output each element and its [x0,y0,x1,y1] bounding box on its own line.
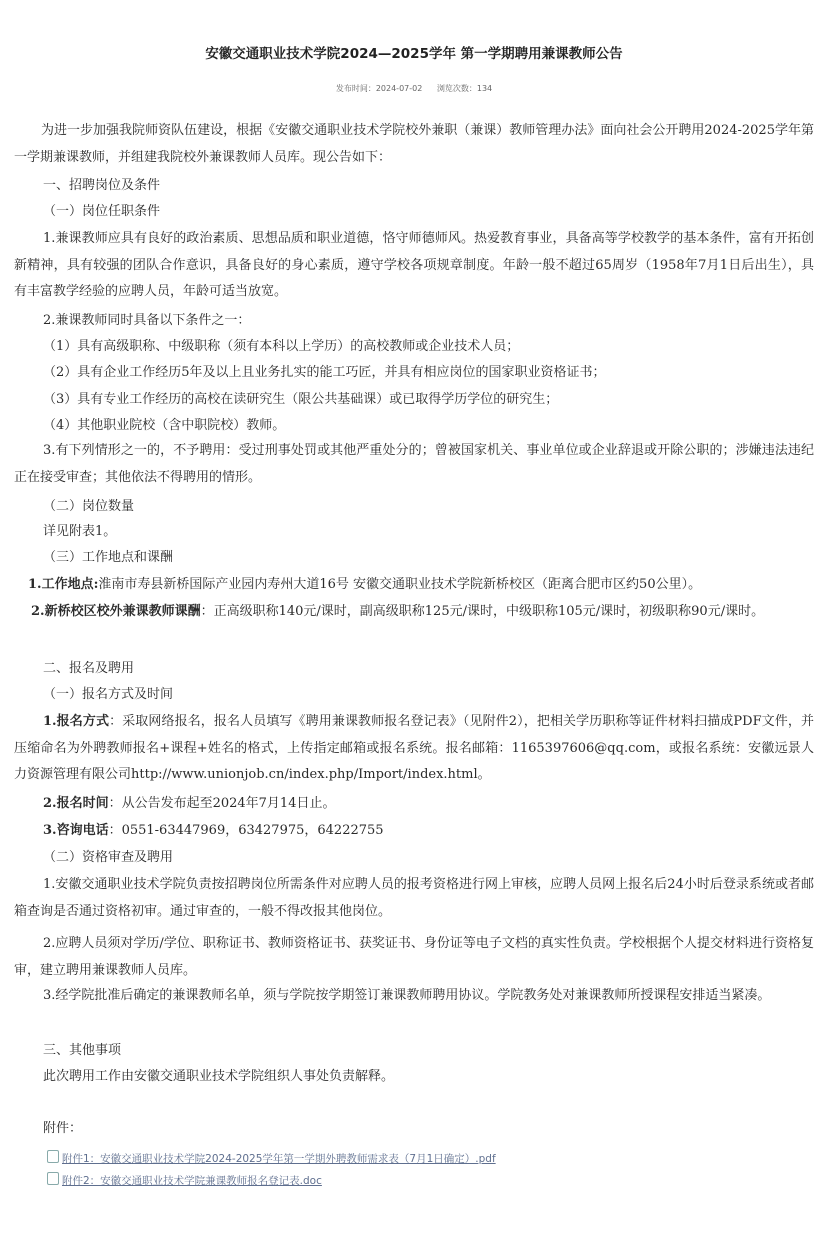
section-2-2-heading: （二）资格审查及聘用 [43,850,174,865]
register-time-label: 2.报名时间 [43,796,109,811]
register-method-paragraph [14,709,814,789]
pay-paragraph [14,599,814,626]
section-2-heading: 二、报名及聘用 [43,661,135,676]
section-2-1-heading: （一）报名方式及时间 [43,687,174,702]
article-meta [0,83,828,94]
section-1-1-heading: （一）岗位任职条件 [43,204,161,219]
condition-item-3: （3）具有专业工作经历的高校在读研究生（限公共基础课）或已取得学历学位的研究生； [43,392,559,407]
quantity-paragraph: 详见附表1。 [43,524,117,539]
condition-item-4: （4）其他职业院校（含中职院校）教师。 [43,418,286,433]
condition-item-1: （1）具有高级职称、中级职称（须有本科以上学历）的高校教师或企业技术人员； [43,339,520,354]
condition-item-2: （2）具有企业工作经历5年及以上且业务扎实的能工巧匠，并具有相应岗位的国家职业资格证书； [43,365,606,380]
section-1-3-heading: （三）工作地点和课酬 [43,550,174,565]
attachment-2-text: 附件2：安徽交通职业技术学院兼课教师报名登记表.doc [62,1175,322,1187]
page-title: 安徽交通职业技术学院2024—2025学年 第一学期聘用兼课教师公告 [205,46,623,62]
condition-paragraph-2: 2.兼课教师同时具备以下条件之一： [43,313,251,328]
attachment-icon [47,1172,59,1185]
register-method-text: ：采取网络报名，报名人员填写《聘用兼课教师报名登记表》（见附件2），把相关学历职称等证件材料扫描成PDF文件，并压缩命名为外聘教师报名+课程+姓名的格式，上传指定邮箱或报名系统。报名邮箱：1165397606@qq.com，或报名系统：安徽远景人力资源管理有限公司http://www.unionjob.cn/index.php/Import/index.html。 [14,714,814,782]
attachment-1-text: 附件1：安徽交通职业技术学院2024-2025学年第一学期外聘教师需求表（7月1日确定）.pdf [62,1153,496,1165]
pay-text: ：正高级职称140元/课时，副高级职称125元/课时，中级职称105元/课时，初级职称90元/课时。 [200,604,765,619]
view-count: 浏览次数：134 [436,84,493,93]
review-paragraph-1: 1.安徽交通职业技术学院负责按招聘岗位所需条件对应聘人员的报考资格进行网上审核，应聘人员网上报名后24小时后登录系统或者邮箱查询是否通过资格初审。通过审查的，一般不得改报其他岗位。 [14,877,814,919]
section-3-heading: 三、其他事项 [43,1043,122,1058]
attachment-icon [47,1150,59,1163]
section-3-paragraph: 此次聘用工作由安徽交通职业技术学院组织人事处负责解释。 [43,1069,395,1084]
condition-paragraph-1: 1.兼课教师应具有良好的政治素质、思想品质和职业道德，恪守师德师风。热爱教育事业，具备高等学校教学的基本条件，富有开拓创新精神，具有较强的团队合作意识，具备良好的身心素质，遵守学校各项规章制度。年龄一般不超过65周岁（1958年7月1日后出生），具有丰富教学经验的应聘人员，年龄可适当放宽。 [14,231,814,299]
section-1-2-heading: （二）岗位数量 [43,499,135,514]
attachments-label: 附件： [43,1121,83,1136]
review-paragraph-3: 3.经学院批准后确定的兼课教师名单，须与学院按学期签订兼课教师聘用协议。学院教务处对兼课教师所授课程安排适当紧凑。 [43,988,771,1003]
condition-paragraph-3: 3.有下列情形之一的，不予聘用：受过刑事处罚或其他严重处分的；曾被国家机关、事业单位或企业辞退或开除公职的；涉嫌违法违纪正在接受审查；其他依法不得聘用的情形。 [14,443,814,485]
consult-phone-label: 3.咨询电话 [43,823,109,838]
review-paragraph-2: 2.应聘人员须对学历/学位、职称证书、教师资格证书、获奖证书、身份证等电子文档的真实性负责。学校根据个人提交材料进行资格复审，建立聘用兼课教师人员库。 [14,936,814,978]
section-1-heading: 一、招聘岗位及条件 [43,178,161,193]
pay-label: 2.新桥校区校外兼课教师课酬 [31,604,201,619]
attachment-link-2[interactable] [47,1172,322,1188]
work-location [28,576,701,594]
register-time-text: ：从公告发布起至2024年7月14日止。 [108,796,336,811]
register-time [43,795,335,813]
publish-time: 发布时间：2024-07-02 [335,84,423,93]
work-location-label: 1.工作地点: [28,577,99,592]
consult-phone-text: ：0551-63447969，63427975，64222755 [108,823,384,838]
attachment-link-1[interactable] [47,1150,496,1166]
intro-paragraph: 为进一步加强我院师资队伍建设，根据《安徽交通职业技术学院校外兼职（兼课）教师管理办法》面向社会公开聘用2024-2025学年第一学期兼课教师，并组建我院校外兼课教师人员库。现公告如下： [14,123,814,165]
register-method-label: 1.报名方式 [43,714,110,729]
consult-phone [43,822,384,840]
work-location-text: 淮南市寿县新桥国际产业园内寿州大道16号 安徽交通职业技术学院新桥校区（距离合肥市区约50公里）。 [98,577,702,592]
